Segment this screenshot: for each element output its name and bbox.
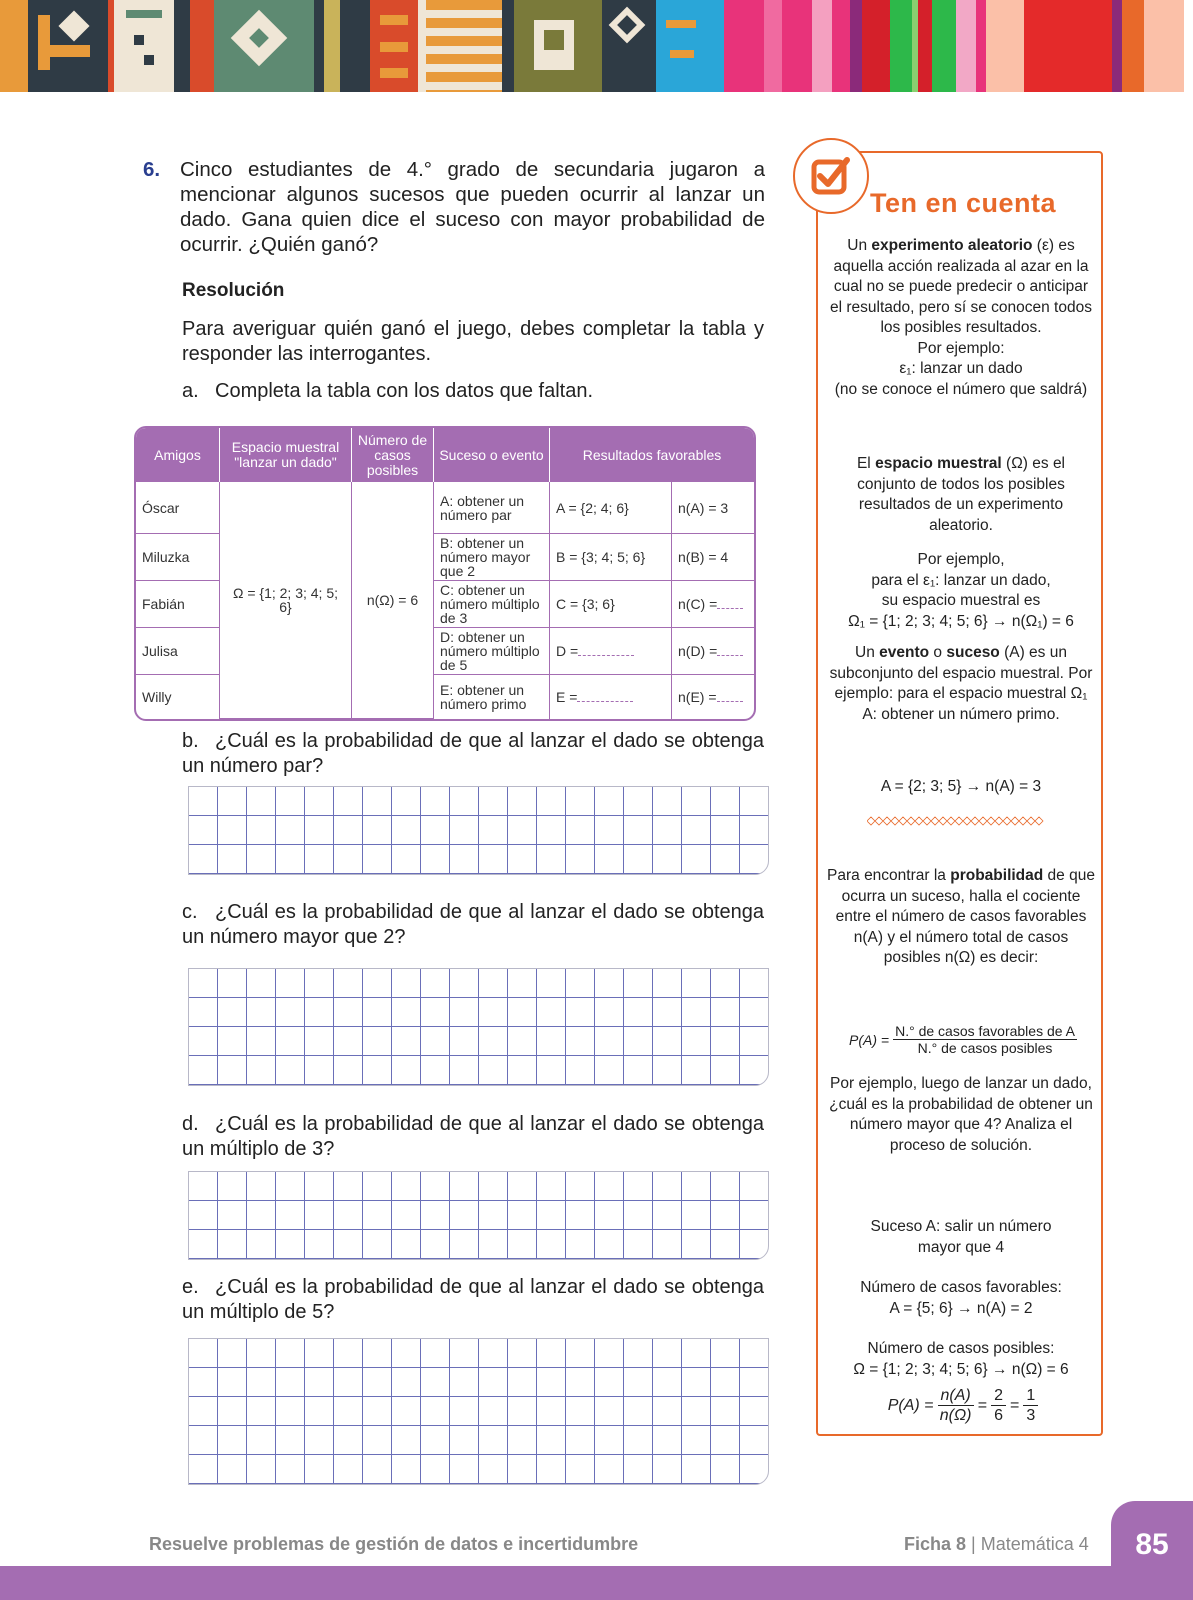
fraction <box>938 1386 974 1425</box>
table-row <box>136 482 754 534</box>
favorable-count: n(A) = 3 <box>672 482 754 534</box>
favorable-count: n(B) = 4 <box>672 534 754 581</box>
bold-term: evento <box>879 644 930 661</box>
bold-term: suceso <box>946 644 1000 661</box>
header-espacio-muestral: Espacio muestral "lanzar un dado" <box>220 428 352 482</box>
text: (Ω) es el conjunto de todos los posibles resultados de un experimento aleatorio. <box>857 455 1066 534</box>
favorable-count-cell <box>672 675 754 719</box>
checkbox-icon <box>793 138 869 214</box>
favorable-set-cell <box>550 675 672 719</box>
equals-sign: = <box>1010 1396 1020 1414</box>
footer-bar <box>0 1566 1193 1600</box>
text: Un <box>855 644 875 661</box>
numerator: n(A) <box>938 1386 974 1406</box>
answer-grid-d[interactable] <box>188 1171 769 1260</box>
friend-name: Miluzka <box>136 534 220 581</box>
text: Número de casos favorables: <box>860 1279 1062 1296</box>
sidebar-evento-formula: A = {2; 3; 5} → n(A) = 3 <box>880 778 1042 795</box>
text: de que ocurra un suceso, halla el cociente entre el número de casos favorables n(A) y el número total de casos posibles n(Ω) es decir: <box>835 867 1095 966</box>
favorable-count-cell <box>672 581 754 628</box>
item-a-label: a. <box>182 380 199 402</box>
item-b <box>182 729 764 779</box>
favorable-count: n(E) = <box>678 689 717 705</box>
sidebar-suceso: Suceso A: salir un número mayor que 4 <box>870 1218 1052 1256</box>
fraction <box>991 1386 1006 1425</box>
item-e <box>182 1275 764 1325</box>
footer-ficha: Ficha 8 <box>904 1534 967 1554</box>
formula-lhs: P(A) = <box>849 1031 890 1048</box>
equals-sign: = <box>977 1396 988 1414</box>
question-text: Cinco estudiantes de 4.° grado de secundaria jugaron a mencionar algunos sucesos que pueden ocurrir al lanzar un dado. Gana quien dice el suceso con mayor probabilidad de ocurrir. ¿Quién ganó? <box>180 158 765 256</box>
sidebar-probabilidad <box>826 866 1096 969</box>
text: Para encontrar la <box>827 867 946 884</box>
item-b-label: b. <box>182 730 199 752</box>
friend-name: Fabián <box>136 581 220 628</box>
text: Un <box>847 237 868 254</box>
text: Por ejemplo, <box>917 551 1005 568</box>
favorable-count-cell <box>672 628 754 675</box>
denominator: 6 <box>994 1407 1004 1424</box>
favorable-set-cell <box>550 628 672 675</box>
text: El <box>856 455 871 472</box>
friend-name: Óscar <box>136 482 220 534</box>
favorable-count: n(D) = <box>678 643 718 659</box>
question-number: 6. <box>143 158 161 181</box>
sidebar-casos-favorables <box>826 1278 1096 1319</box>
text: para el ε₁: lanzar un dado, <box>871 571 1051 589</box>
text: A = {5; 6} → n(A) = 2 <box>889 1299 1033 1317</box>
footer-ficha-group <box>904 1534 1089 1555</box>
item-a <box>182 379 764 404</box>
event-cell: B: obtener un número mayor que 2 <box>434 534 550 581</box>
blank-line[interactable] <box>717 598 743 609</box>
numerator: 2 <box>991 1386 1006 1406</box>
favorable-count: n(C) = <box>678 596 718 612</box>
event-cell: C: obtener un número múltiplo de 3 <box>434 581 550 628</box>
sidebar-evento <box>826 643 1096 725</box>
probability-table <box>134 426 756 721</box>
sidebar-experimento <box>826 236 1096 400</box>
text: (no se conoce el número que saldrá) <box>834 380 1088 398</box>
denominator: N.° de casos posibles <box>917 1040 1053 1056</box>
sidebar-ejemplo-espacio <box>826 550 1096 632</box>
text: Ω = {1; 2; 3; 4; 5; 6} → n(Ω) = 6 <box>853 1360 1069 1378</box>
item-e-label: e. <box>182 1276 199 1298</box>
item-c-label: c. <box>182 901 198 923</box>
text: ε₁: lanzar un dado <box>899 360 1023 377</box>
fraction <box>1023 1386 1038 1425</box>
sidebar-ejemplo-dado: Por ejemplo, luego de lanzar un dado, ¿cuál es la probabilidad de obtener un número mayor que 4? Analiza el proceso de solución. <box>829 1075 1093 1154</box>
friend-name: Willy <box>136 675 220 719</box>
blank-line[interactable] <box>578 645 634 656</box>
footer-competencia: Resuelve problemas de gestión de datos e incertidumbre <box>149 1534 639 1554</box>
blank-line[interactable] <box>717 645 743 656</box>
event-cell: A: obtener un número par <box>434 482 550 534</box>
resolution-intro: Para averiguar quién ganó el juego, debes completar la tabla y responder las interrogantes. <box>182 318 764 365</box>
sample-space-cell: Ω = {1; 2; 3; 4; 5; 6} <box>220 482 352 719</box>
page-number: 85 <box>1135 1528 1169 1561</box>
blank-line[interactable] <box>717 691 743 702</box>
bold-term: experimento aleatorio <box>871 237 1033 254</box>
favorable-set: B = {3; 4; 5; 6} <box>550 534 672 581</box>
event-cell: D: obtener un número múltiplo de 5 <box>434 628 550 675</box>
decorative-banner <box>0 0 1193 92</box>
possible-cases-cell: n(Ω) = 6 <box>352 482 434 719</box>
answer-grid-c[interactable] <box>188 968 769 1086</box>
header-amigos: Amigos <box>136 428 220 482</box>
text: Número de casos posibles: <box>867 1340 1055 1357</box>
bold-term: espacio muestral <box>875 455 1002 472</box>
item-e-text: ¿Cuál es la probabilidad de que al lanzar el dado se obtenga un múltiplo de 5? <box>182 1276 764 1323</box>
denominator: 3 <box>1026 1407 1036 1424</box>
item-a-text: Completa la tabla con los datos que faltan. <box>215 380 594 402</box>
sidebar-casos-posibles <box>826 1339 1096 1380</box>
fraction <box>893 1023 1077 1056</box>
text: su espacio muestral es <box>881 592 1041 609</box>
header-suceso: Suceso o evento <box>434 428 550 482</box>
footer-subject: Matemática 4 <box>980 1534 1089 1554</box>
resolution-title: Resolución <box>182 280 285 301</box>
answer-grid-e[interactable] <box>188 1338 769 1485</box>
item-c-text: ¿Cuál es la probabilidad de que al lanzar el dado se obtenga un número mayor que 2? <box>182 901 764 948</box>
formula-lhs: P(A) = <box>887 1396 934 1414</box>
sidebar-espacio-muestral <box>826 454 1096 536</box>
header-resultados-favorables: Resultados favorables <box>550 428 754 482</box>
footer-separator: | <box>971 1534 976 1554</box>
sidebar-title: Ten en cuenta <box>870 188 1057 218</box>
final-formula <box>832 1386 1094 1425</box>
item-d-text: ¿Cuál es la probabilidad de que al lanzar el dado se obtenga un múltiplo de 3? <box>182 1113 764 1160</box>
text: o <box>933 644 943 661</box>
friend-name: Julisa <box>136 628 220 675</box>
probability-formula <box>832 1023 1094 1056</box>
text: Por ejemplo: <box>917 339 1005 357</box>
event-cell: E: obtener un número primo <box>434 675 550 719</box>
text: (A) es un subconjunto del espacio muestral. Por ejemplo: para el espacio muestral Ω₁ A: obtener un número primo. <box>829 644 1093 723</box>
bold-term: probabilidad <box>950 867 1044 884</box>
item-d-label: d. <box>182 1113 199 1135</box>
favorable-set: D = <box>556 643 579 659</box>
text: (ε) es aquella acción realizada al azar en la cual no se puede predecir o anticipar el resultado, pero sí se conocen todos los posibles resultados. <box>830 237 1092 336</box>
numerator: 1 <box>1023 1386 1038 1406</box>
denominator: n(Ω) <box>939 1407 972 1424</box>
favorable-set: C = {3; 6} <box>550 581 672 628</box>
header-casos-posibles: Número de casos posibles <box>352 428 434 482</box>
question-6 <box>143 157 765 257</box>
item-b-text: ¿Cuál es la probabilidad de que al lanzar el dado se obtenga un número par? <box>182 730 764 777</box>
item-c <box>182 900 764 950</box>
decorative-divider <box>867 816 1045 826</box>
numerator: N.° de casos favorables de A <box>895 1023 1075 1039</box>
answer-grid-b[interactable] <box>188 786 769 875</box>
blank-line[interactable] <box>577 691 633 702</box>
favorable-set: A = {2; 4; 6} <box>550 482 672 534</box>
favorable-set: E = <box>556 689 578 705</box>
text: Ω₁ = {1; 2; 3; 4; 5; 6} → n(Ω₁) = 6 <box>848 612 1074 630</box>
item-d <box>182 1112 764 1162</box>
